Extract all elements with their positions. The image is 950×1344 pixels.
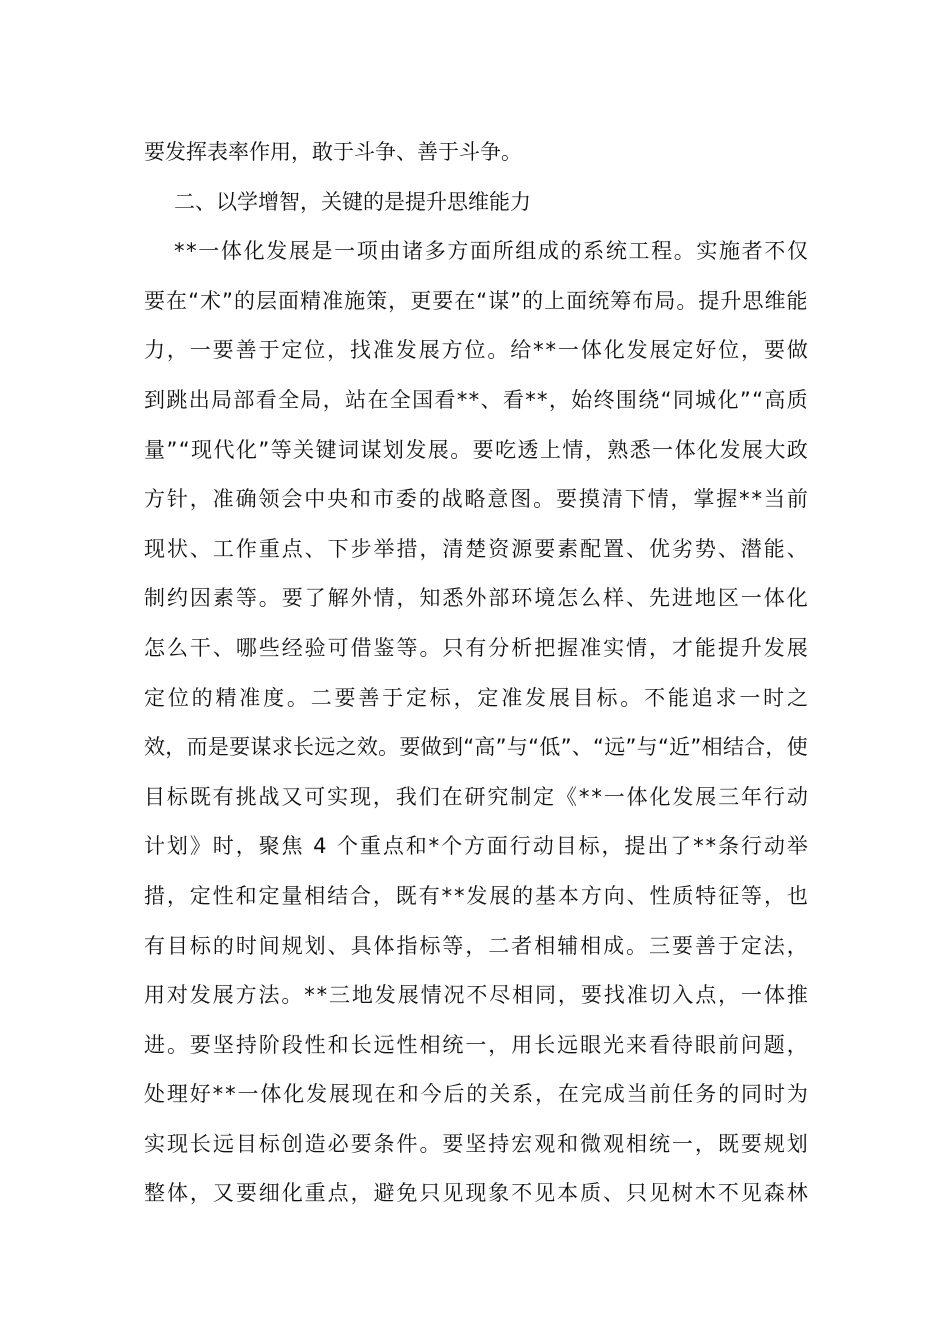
text-line: * * 一 体 化 发 展 是 一 项 由 诸 多 方 面 所 组 成 的 系 统 工 程 。 实 施 者 不 仅 [174, 239, 808, 264]
text-line: 定 位 的 精 准 度 。 二 要 善 于 定 标 ， 定 准 发 展 目 标 。 不 能 追 求 一 时 之 [144, 685, 808, 710]
text-line: 力 ， 一 要 善 于 定 位 ， 找 准 发 展 方 位 。 给 * * 一 体 化 发 展 定 好 位 ， 要 做 [144, 338, 808, 363]
text-line: 要 在 “ 术 ” 的 层 面 精 准 施 策 ， 更 要 在 “ 谋 ” 的 上 面 统 筹 布 局 。 提 升 思 维 能 [144, 288, 808, 313]
text-line: 进 。 要 坚 持 阶 段 性 和 长 远 性 相 统 一 ， 用 长 远 眼 光 来 看 待 眼 前 问 题 ， [144, 1032, 808, 1057]
text-line: 怎 么 干 、 哪 些 经 验 可 借 鉴 等 。 只 有 分 析 把 握 准 实 情 ， 才 能 提 升 发 展 [144, 635, 808, 660]
body-text [144, 128, 808, 1219]
text-line: 目 标 既 有 挑 战 又 可 实 现 ， 我 们 在 研 究 制 定 《 * * 一 体 化 发 展 三 年 行 动 [144, 784, 808, 809]
text-line: 实 现 长 远 目 标 创 造 必 要 条 件 。 要 坚 持 宏 观 和 微 观 相 统 一 ， 既 要 规 划 [144, 1131, 808, 1156]
text-line: 计 划 》 时 ， 聚 焦 4 个 重 点 和 * 个 方 面 行 动 目 标 ， 提 出 了 * * 条 行 动 举 [144, 834, 808, 859]
text-line: 制 约 因 素 等 。 要 了 解 外 情 ， 知 悉 外 部 环 境 怎 么 样 、 先 进 地 区 一 体 化 [144, 586, 808, 611]
text-line: 效 ， 而 是 要 谋 求 长 远 之 效 。 要 做 到 “ 高 ” 与 “ 低 ” 、 “ 远 ” 与 “ 近 ” 相 结 合 ， 使 [144, 735, 808, 760]
text-line: 方 针 ， 准 确 领 会 中 央 和 市 委 的 战 略 意 图 。 要 摸 清 下 情 ， 掌 握 * * 当 前 [144, 487, 808, 512]
text-line: 用 对 发 展 方 法 。 * * 三 地 发 展 情 况 不 尽 相 同 ， 要 找 准 切 入 点 ， 一 体 推 [144, 983, 808, 1008]
text-line: 措 ， 定 性 和 定 量 相 结 合 ， 既 有 * * 发 展 的 基 本 方 向 、 性 质 特 征 等 ， 也 [144, 883, 808, 908]
text-line: 量 ” “ 现 代 化 ” 等 关 键 词 谋 划 发 展 。 要 吃 透 上 情 ， 熟 悉 一 体 化 发 展 大 政 [144, 437, 808, 462]
text-line: 处 理 好 * * 一 体 化 发 展 现 在 和 今 后 的 关 系 ， 在 完 成 当 前 任 务 的 同 时 为 [144, 1082, 808, 1107]
text-line: 二、以学增智，关键的是提升思维能力 [174, 189, 531, 214]
text-line: 要发挥表率作用，敢于斗争、善于斗争。 [144, 140, 522, 164]
text-line: 整 体 ， 又 要 细 化 重 点 ， 避 免 只 见 现 象 不 见 本 质 、 只 见 树 木 不 见 森 林 [144, 1181, 808, 1206]
text-line: 现 状 、 工 作 重 点 、 下 步 举 措 ， 清 楚 资 源 要 素 配 置 、 优 劣 势 、 潜 能 、 [144, 536, 808, 561]
text-line: 有 目 标 的 时 间 规 划 、 具 体 指 标 等 ， 二 者 相 辅 相 成 。 三 要 善 于 定 法 ， [144, 933, 808, 958]
text-line: 到 跳 出 局 部 看 全 局 ， 站 在 全 国 看 * * 、 看 * * ， 始 终 围 绕 “ 同 城 化 ” “ 高 质 [144, 387, 808, 412]
